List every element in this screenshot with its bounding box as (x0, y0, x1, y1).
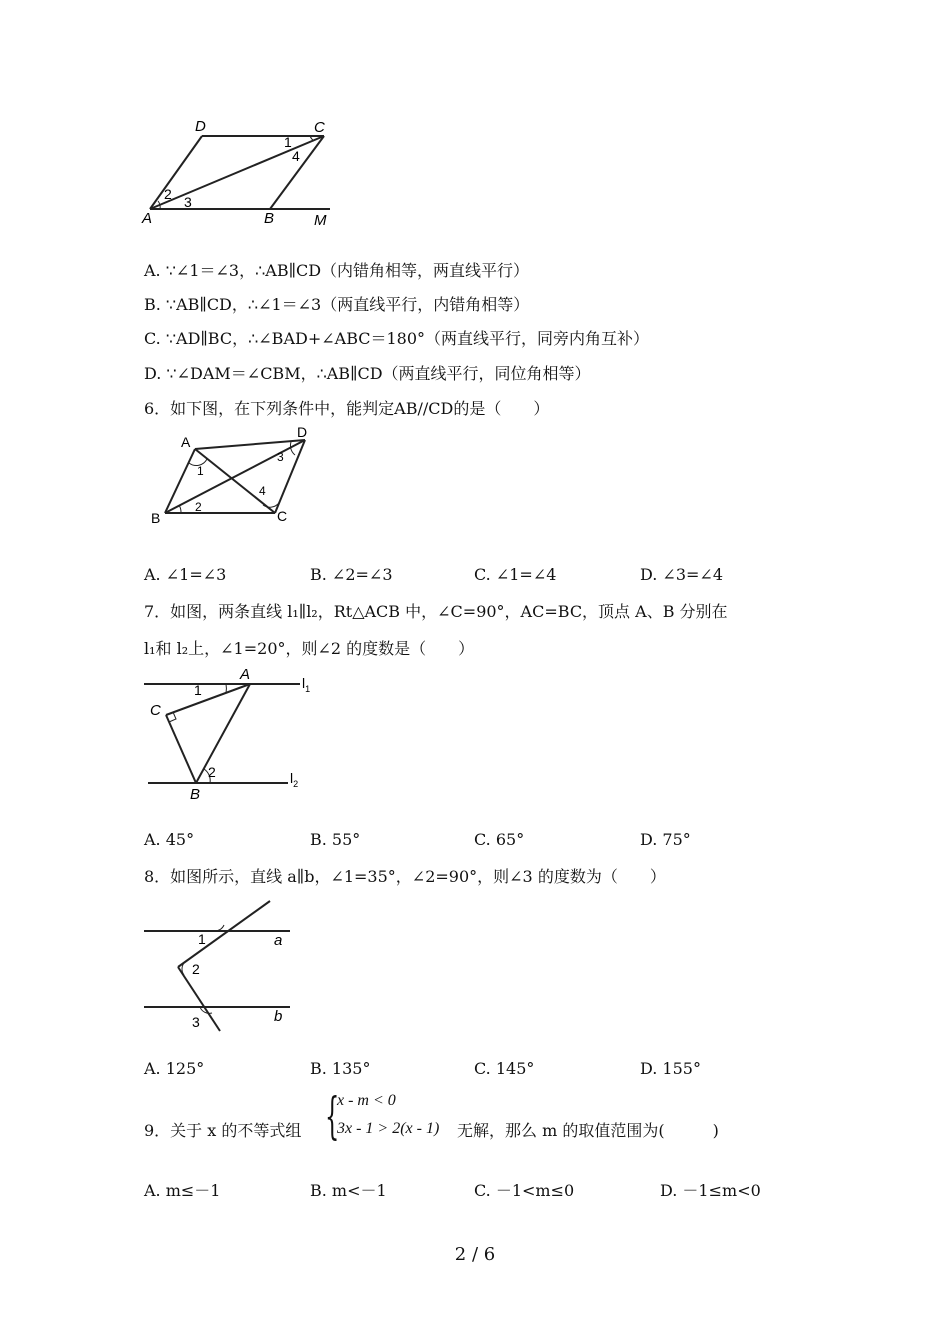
q5-angle-3: 3 (184, 194, 192, 210)
q8-figure (140, 895, 310, 1040)
q5-figure (140, 115, 340, 235)
q6-label-C: C (277, 508, 288, 524)
q5-angle-1: 1 (284, 134, 292, 150)
q9-option-a: A. m≤－1 (144, 1181, 221, 1200)
q6-angle-4: 4 (259, 484, 266, 498)
q6-option-a: A. ∠1=∠3 (144, 565, 227, 584)
q8-angle-3: 3 (192, 1014, 200, 1030)
q5-option-b: B. ∵AB∥CD，∴∠1＝∠3（两直线平行，内错角相等） (144, 295, 530, 314)
q7-angle-1: 1 (194, 682, 202, 698)
q5-label-B: B (264, 210, 275, 227)
q9-option-c: C. －1<m≤0 (474, 1181, 575, 1200)
q8-option-b: B. 135° (310, 1059, 371, 1078)
q6-label-A: A (181, 434, 191, 450)
q8-angle-1: 1 (198, 931, 206, 947)
q9-option-d: D. －1≤m<0 (660, 1181, 761, 1200)
q5-label-D: D (195, 118, 206, 135)
q9-eq1: x - m < 0 (337, 1092, 396, 1109)
q8-option-d: D. 155° (640, 1059, 701, 1078)
q5-angle-2: 2 (164, 186, 172, 202)
q7-stem-line1: 7．如图，两条直线 l₁∥l₂，Rt△ACB 中，∠C=90°，AC=BC，顶点 A、B 分别在 (144, 602, 728, 621)
q6-stem: 6．如下图，在下列条件中，能判定AB//CD的是（ ） (144, 399, 550, 418)
q7-stem-line2: l₁和 l₂上，∠1=20°，则∠2 的度数是（ ） (144, 639, 475, 658)
q5-label-C: C (314, 119, 325, 136)
q9-eq2: 3x - 1 > 2(x - 1) (337, 1120, 440, 1137)
q7-label-C: C (150, 702, 161, 719)
q7-label-l1: $l_1$ (302, 675, 311, 694)
q6-figure (145, 425, 325, 535)
q7-option-d: D. 75° (640, 830, 691, 849)
q6-option-c: C. ∠1=∠4 (474, 565, 557, 584)
q6-label-D: D (297, 424, 308, 440)
q5-option-a: A. ∵∠1＝∠3，∴AB∥CD（内错角相等，两直线平行） (144, 261, 530, 280)
page-number: 2 / 6 (454, 1244, 496, 1265)
q8-label-b: b (274, 1008, 283, 1025)
q8-option-c: C. 145° (474, 1059, 535, 1078)
q7-option-b: B. 55° (310, 830, 361, 849)
q5-label-M: M (314, 212, 327, 229)
q7-angle-2: 2 (208, 764, 216, 780)
q5-option-d: D. ∵∠DAM＝∠CBM，∴AB∥CD（两直线平行，同位角相等） (144, 364, 591, 383)
q6-angle-3: 3 (277, 450, 284, 464)
q5-angle-4: 4 (292, 148, 300, 164)
q6-option-d: D. ∠3=∠4 (640, 565, 724, 584)
q7-label-l2: $l_2$ (290, 770, 299, 789)
q7-label-A: A (240, 666, 251, 683)
q8-angle-2: 2 (192, 961, 200, 977)
q9-option-b: B. m<－1 (310, 1181, 387, 1200)
q9-stem-suffix: 无解，那么 m 的取值范围为( ) (457, 1121, 719, 1140)
q7-label-B: B (190, 786, 201, 803)
q8-option-a: A. 125° (144, 1059, 205, 1078)
left-brace-icon: { (325, 1087, 340, 1145)
q7-option-a: A. 45° (144, 830, 195, 849)
q7-option-c: C. 65° (474, 830, 525, 849)
q8-label-a: a (274, 932, 283, 949)
q9-stem-prefix: 9．关于 x 的不等式组 (144, 1121, 302, 1140)
q5-label-A: A (142, 210, 153, 227)
q5-option-c: C. ∵AD∥BC，∴∠BAD+∠ABC＝180°（两直线平行，同旁内角互补） (144, 329, 650, 348)
q8-stem: 8．如图所示，直线 a∥b，∠1=35°，∠2=90°，则∠3 的度数为（ ） (144, 867, 666, 886)
q6-label-B: B (151, 510, 161, 526)
q6-angle-2: 2 (195, 500, 202, 514)
q6-option-b: B. ∠2=∠3 (310, 565, 393, 584)
q6-angle-1: 1 (197, 464, 204, 478)
q7-figure (140, 665, 330, 805)
